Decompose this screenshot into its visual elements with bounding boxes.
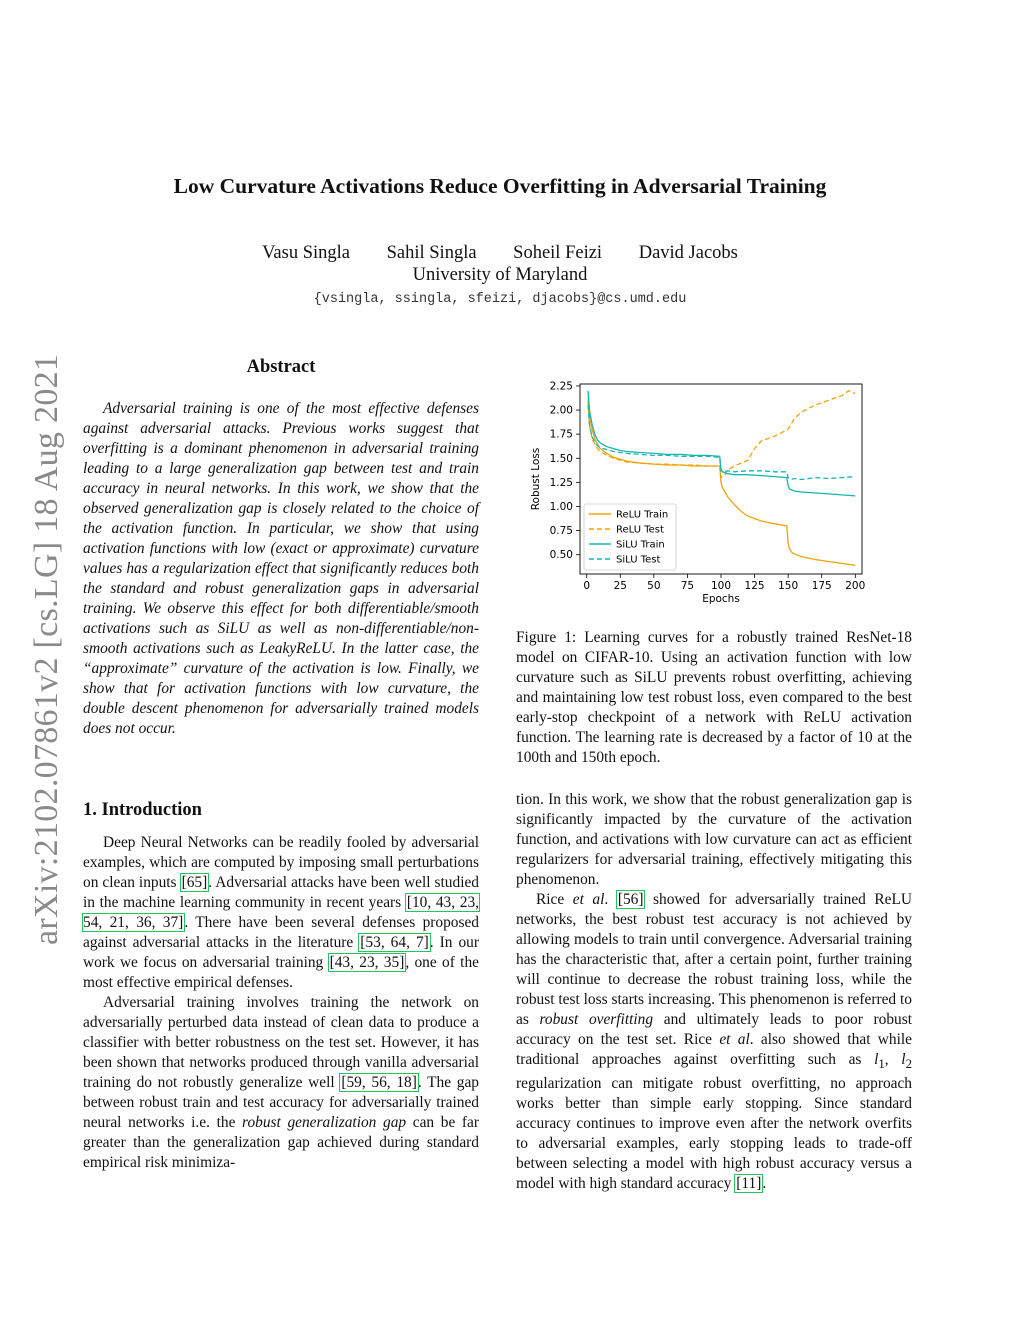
- citation-link[interactable]: [43, 23, 35]: [329, 954, 405, 971]
- legend-entry: SiLU Test: [616, 554, 661, 566]
- figure-1: [520, 376, 872, 612]
- author-name: Vasu Singla: [262, 243, 350, 263]
- abstract-text: Adversarial training is one of the most effective defenses against adversarial attacks. Previous works suggest that overfitting is a dominant phenomenon in adversarial training leading to a large generalization gap between test and train accuracy in neural networks. In this work, we show that the observed generalization gap is closely related to the choice of the activation function. In particular, we show that using activation functions with low (exact or approximate) curvature values has a regularization effect that significantly reduces both the standard and robust generalization gaps in adversarial training. We observe this effect for both differentiable/smooth activations such as SiLU as well as non-differentiable/non-smooth activations such as LeakyReLU. In the latter case, the “approximate” curvature of the activation is low. Finally, we show that for activation functions with low curvature, the double descent phenomenon for adversarially trained models does not occur.: [83, 400, 479, 737]
- introduction-continued: [516, 790, 912, 1194]
- series-line-silu-test: [588, 405, 855, 479]
- author-name: David Jacobs: [638, 243, 738, 263]
- y-tick-label: 1.25: [549, 476, 573, 489]
- author-name: Sahil Singla: [386, 243, 477, 263]
- citation-link[interactable]: [10, 43, 23, 54, 21, 36, 37]: [83, 894, 479, 931]
- citation-link[interactable]: [56]: [617, 891, 644, 908]
- paragraph: tion. In this work, we show that the robust generalization gap is significantly impacted by the curvature of the activation function, and activations with low curvature can act as efficient regularizers for adversarial training, effectively mitigating this phenomenon.: [516, 791, 912, 888]
- y-tick-label: 0.75: [549, 525, 573, 538]
- x-tick-label: 50: [647, 580, 661, 592]
- arxiv-identifier: arXiv:2102.07861v2 [cs.LG] 18 Aug 2021: [28, 353, 65, 945]
- section-heading: 1. Introduction: [83, 800, 202, 820]
- author-list: [0, 241, 1000, 265]
- author-emails: {vsingla, ssingla, sfeizi, djacobs}@cs.umd.edu: [313, 292, 687, 307]
- x-tick-label: 175: [811, 580, 832, 592]
- x-tick-label: 75: [680, 580, 695, 592]
- introduction-body: [83, 833, 479, 1173]
- y-tick-label: 2.00: [549, 404, 573, 417]
- legend-entry: ReLU Test: [616, 524, 664, 536]
- y-tick-label: 1.50: [549, 452, 573, 465]
- citation-link[interactable]: [11]: [736, 1175, 762, 1193]
- x-tick-label: 0: [583, 580, 591, 592]
- abstract: [83, 399, 479, 739]
- x-tick-label: 200: [845, 580, 866, 592]
- paragraph: Adversarial training involves training the network on adversarially perturbed data instead of clean data to produce a classifier with better robustness on the test set. However, it has been shown that networks produced through vanilla adversarial training do not robustly generalize well [59, 56, 18]. The gap between robust train and test accuracy for adversarially trained neural networks i.e. the robust generalization gap can be far greater than the generalization gap achieved during standard empirical risk minimiza-: [83, 994, 479, 1171]
- y-axis-label: Robust Loss: [530, 447, 542, 511]
- citation-link[interactable]: [53, 64, 7]: [360, 934, 429, 951]
- paper-title: Low Curvature Activations Reduce Overfitting in Adversarial Training: [173, 174, 827, 198]
- paragraph: Deep Neural Networks can be readily fooled by adversarial examples, which are computed by imposing small perturbations on clean inputs [65]. Adversarial attacks have been well studied in the machine learning community in recent years [10, 43, 23, 54, 21, 36, 37]. There have been several defenses proposed against adversarial attacks in the literature [53, 64, 7]. In our work we focus on adversarial training [43, 23, 35], one of the most effective empirical defenses.: [83, 834, 479, 991]
- series-line-relu-test: [588, 391, 855, 478]
- y-tick-label: 1.00: [549, 500, 573, 513]
- series-line-silu-train: [588, 391, 855, 496]
- affiliation: University of Maryland: [412, 265, 588, 285]
- legend-entry: SiLU Train: [616, 539, 665, 551]
- y-tick-label: 0.50: [549, 549, 573, 562]
- y-tick-label: 2.25: [549, 380, 573, 393]
- x-tick-label: 100: [710, 580, 732, 592]
- caption-text: Figure 1: Learning curves for a robustly trained ResNet-18 model on CIFAR-10. Using an activation function with low curvature such as SiLU prevents robust overfitting, achieving and maintaining low test robust loss, even compared to the best early-stop checkpoint of a network with ReLU activation function. The learning rate is decreased by a factor of 10 at the 100th and 150th epoch.: [516, 629, 912, 766]
- author-name: Soheil Feizi: [513, 243, 603, 263]
- x-tick-label: 125: [744, 580, 765, 592]
- citation-link[interactable]: [65]: [181, 874, 208, 891]
- legend-entry: ReLU Train: [616, 509, 669, 521]
- citation-link[interactable]: [59, 56, 18]: [341, 1074, 417, 1091]
- figure-caption: [516, 628, 912, 768]
- learning-curves-chart: [520, 376, 872, 612]
- paragraph: Rice et al. [56] showed for adversarially trained ReLU networks, the best robust test accuracy is not achieved by allowing models to train until convergence. Adversarial training has the characteristic that, after a certain point, further training will continue to decrease the robust training loss, while the robust test loss starts increasing. This phenomenon is referred to as robust overfitting and ultimately leads to poor robust accuracy on the test set. Rice et al. also showed that while traditional approaches against overfitting such as $l_1$, $l_2$ regularization can mitigate robust overfitting, no approach works better than simple early stopping. Since standard accuracy continues to improve even after the network overfits to adversarial examples, early stopping leads to trade-off between selecting a model with high robust accuracy versus a model with high standard accuracy [11].: [516, 891, 913, 1193]
- y-tick-label: 1.75: [549, 428, 573, 441]
- abstract-heading: Abstract: [246, 357, 316, 377]
- x-tick-label: 25: [613, 580, 627, 592]
- x-axis-label: Epochs: [702, 593, 740, 605]
- x-tick-label: 150: [778, 580, 799, 592]
